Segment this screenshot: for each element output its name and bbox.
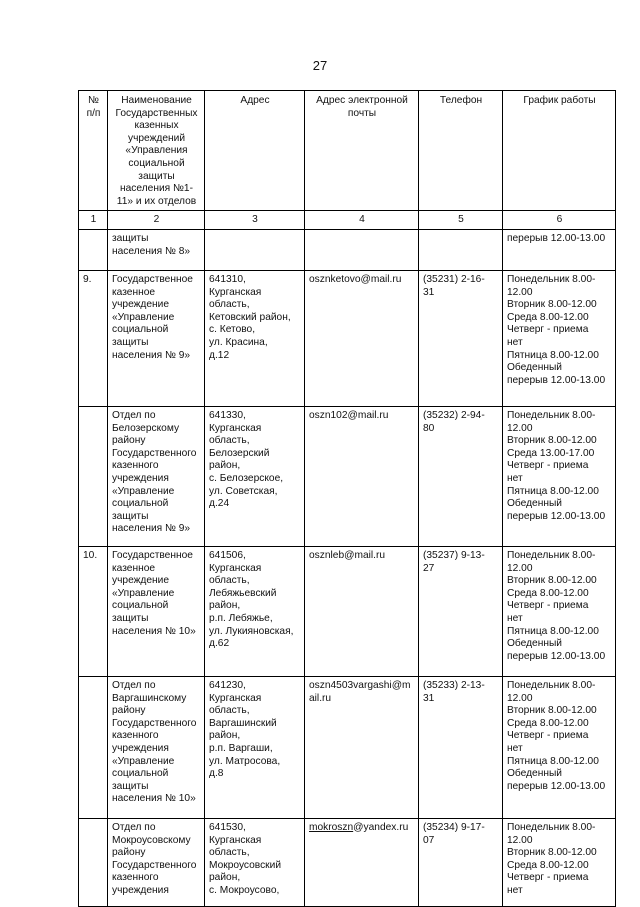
address-line: Лебяжьевский — [209, 587, 277, 599]
name-line: Варгашинскому — [112, 692, 187, 704]
schedule-line: Четверг - приема — [507, 460, 589, 472]
table-row — [79, 229, 616, 270]
name-line: казенного — [112, 460, 159, 472]
schedule-line: Обеденный — [507, 768, 562, 780]
institution-schedule — [503, 818, 616, 906]
address-line: Белозерский — [209, 447, 270, 459]
institution-schedule — [503, 406, 616, 546]
institution-email — [305, 546, 419, 676]
name-line: защиты — [112, 336, 149, 348]
institution-name — [108, 270, 205, 406]
name-line: району — [112, 705, 146, 717]
name-line: «Управление — [112, 485, 175, 497]
institution-phone — [419, 406, 503, 546]
name-line: казенное — [112, 286, 156, 298]
header-phone: Телефон — [419, 91, 503, 211]
schedule-line: Пятница 8.00-12.00 — [507, 625, 599, 637]
institution-name — [108, 676, 205, 818]
name-line: учреждения — [112, 742, 169, 754]
institution-address — [205, 229, 305, 270]
row-number: 10. — [79, 546, 108, 676]
schedule-line: Понедельник 8.00- — [507, 409, 596, 421]
phone-line: 80 — [423, 422, 435, 434]
schedule-line: Четверг - приема — [507, 600, 589, 612]
name-line: учреждения — [112, 472, 169, 484]
page-number: 27 — [312, 58, 328, 73]
phone-line: 31 — [423, 692, 435, 704]
institution-address — [205, 406, 305, 546]
institution-email — [305, 270, 419, 406]
column-index-row — [79, 211, 616, 230]
schedule-line: Понедельник 8.00- — [507, 549, 596, 561]
email-text: mokroszn@yandex.ru — [309, 821, 409, 833]
address-line: д.8 — [209, 768, 224, 780]
name-line: Отдел по — [112, 821, 156, 833]
name-line: учреждения — [112, 884, 169, 896]
institution-email — [305, 818, 419, 906]
name-line: населения № 10» — [112, 793, 196, 805]
row-number: 9. — [79, 270, 108, 406]
name-line: учреждение — [112, 299, 170, 311]
institution-schedule — [503, 676, 616, 818]
institution-name — [108, 546, 205, 676]
address-line: Курганская — [209, 692, 262, 704]
header-num: № п/п — [79, 91, 108, 211]
institution-schedule — [503, 229, 616, 270]
address-line: область, — [209, 575, 250, 587]
schedule-line: Пятница 8.00-12.00 — [507, 755, 599, 767]
address-line: р.п. Лебяжье, — [209, 612, 273, 624]
address-line: Варгашинский — [209, 717, 277, 729]
address-line: д.12 — [209, 349, 230, 361]
schedule-line: Пятница 8.00-12.00 — [507, 485, 599, 497]
name-line: населения № 9» — [112, 523, 191, 535]
institutions-table — [78, 90, 616, 907]
address-line: область, — [209, 299, 250, 311]
schedule-line: Среда 8.00-12.00 — [507, 859, 589, 871]
phone-line: (35237) 9-13- — [423, 549, 485, 561]
name-line: социальной — [112, 498, 169, 510]
address-line: Курганская — [209, 286, 262, 298]
address-line: 641530, — [209, 821, 246, 833]
name-line: Государственного — [112, 447, 197, 459]
row-number — [79, 229, 108, 270]
schedule-line: перерыв 12.00-13.00 — [507, 650, 606, 662]
address-line: с. Мокроусово, — [209, 884, 280, 896]
address-line: район, — [209, 600, 241, 612]
schedule-line: перерыв 12.00-13.00 — [507, 510, 606, 522]
phone-line: 27 — [423, 562, 435, 574]
institution-address — [205, 270, 305, 406]
name-line: социальной — [112, 324, 169, 336]
row-number — [79, 406, 108, 546]
schedule-line: Обеденный — [507, 638, 562, 650]
header-name: Наименование Государственных казенных учреждений «Управления социальной защиты населения №1-11» и их отделов — [108, 91, 205, 211]
table-header-row — [79, 91, 616, 211]
name-line: Мокроусовскому — [112, 834, 191, 846]
institution-phone — [419, 546, 503, 676]
address-line: Курганская — [209, 422, 262, 434]
table-row — [79, 546, 616, 676]
schedule-line: перерыв 12.00-13.00 — [507, 374, 606, 386]
name-line: Государственное — [112, 549, 193, 561]
schedule-line: 12.00 — [507, 562, 533, 574]
name-line: «Управление — [112, 755, 175, 767]
name-line: казенное — [112, 562, 156, 574]
name-line: району — [112, 435, 146, 447]
address-line: ул. Матросова, — [209, 755, 281, 767]
schedule-line: Среда 13.00-17.00 — [507, 447, 595, 459]
email-text: oszn102@mail.ru — [309, 409, 389, 421]
schedule-line: Вторник 8.00-12.00 — [507, 435, 597, 447]
address-line: Курганская — [209, 562, 262, 574]
name-line: защиты — [112, 780, 149, 792]
name-line: району — [112, 847, 146, 859]
name-line: населения № 10» — [112, 625, 196, 637]
name-line: Государственного — [112, 717, 197, 729]
address-line: 641330, — [209, 409, 246, 421]
table-row — [79, 676, 616, 818]
phone-line: (35231) 2-16- — [423, 273, 485, 285]
name-line: населения № 9» — [112, 349, 191, 361]
schedule-line: Вторник 8.00-12.00 — [507, 575, 597, 587]
schedule-line: Понедельник 8.00- — [507, 273, 596, 285]
schedule-line: Обеденный — [507, 498, 562, 510]
schedule-line: перерыв 12.00-13.00 — [507, 780, 606, 792]
schedule-line: Четверг - приема — [507, 872, 589, 884]
name-line: защиты — [112, 510, 149, 522]
address-line: район, — [209, 730, 241, 742]
name-line: «Управление — [112, 587, 175, 599]
phone-line: (35232) 2-94- — [423, 409, 485, 421]
address-line: д.24 — [209, 498, 230, 510]
institution-name — [108, 229, 205, 270]
column-index: 6 — [503, 211, 616, 230]
column-index: 1 — [79, 211, 108, 230]
institution-name — [108, 406, 205, 546]
table-body — [79, 229, 616, 906]
name-line: «Управление — [112, 311, 175, 323]
address-line: область, — [209, 847, 250, 859]
schedule-line: нет — [507, 742, 523, 754]
address-line: с. Кетово, — [209, 324, 256, 336]
address-line: область, — [209, 435, 250, 447]
schedule-line: Среда 8.00-12.00 — [507, 311, 589, 323]
header-email: Адрес электронной почты — [305, 91, 419, 211]
schedule-line: нет — [507, 884, 523, 896]
table-row — [79, 270, 616, 406]
institution-schedule — [503, 546, 616, 676]
institution-phone — [419, 676, 503, 818]
schedule-line: 12.00 — [507, 834, 533, 846]
address-line: д.62 — [209, 638, 230, 650]
schedule-line: Обеденный — [507, 362, 562, 374]
row-number — [79, 818, 108, 906]
institution-phone — [419, 270, 503, 406]
address-line: Мокроусовский — [209, 859, 282, 871]
address-line: район, — [209, 872, 241, 884]
schedule-line: нет — [507, 472, 523, 484]
name-line: Государственного — [112, 859, 197, 871]
address-line: область, — [209, 705, 250, 717]
institution-email — [305, 676, 419, 818]
name-line: казенного — [112, 872, 159, 884]
table-row — [79, 818, 616, 906]
schedule-line: Вторник 8.00-12.00 — [507, 705, 597, 717]
name-line: Государственное — [112, 273, 193, 285]
phone-line: 07 — [423, 834, 435, 846]
header-address: Адрес — [205, 91, 305, 211]
schedule-line: Четверг - приема — [507, 730, 589, 742]
institution-email — [305, 229, 419, 270]
schedule-line: Среда 8.00-12.00 — [507, 717, 589, 729]
schedule-line: нет — [507, 336, 523, 348]
header-schedule: График работы — [503, 91, 616, 211]
institution-address — [205, 818, 305, 906]
phone-line: (35233) 2-13- — [423, 679, 485, 691]
address-line: 641310, — [209, 273, 246, 285]
name-line: населения № 8» — [112, 245, 191, 257]
column-index: 3 — [205, 211, 305, 230]
phone-line: (35234) 9-17- — [423, 821, 485, 833]
column-index: 5 — [419, 211, 503, 230]
table-row — [79, 406, 616, 546]
name-line: Отдел по — [112, 409, 156, 421]
phone-line: 31 — [423, 286, 435, 298]
schedule-line: Четверг - приема — [507, 324, 589, 336]
schedule-line: Вторник 8.00-12.00 — [507, 299, 597, 311]
institution-address — [205, 546, 305, 676]
schedule-line: Понедельник 8.00- — [507, 821, 596, 833]
address-line: ул. Советская, — [209, 485, 278, 497]
schedule-line: Понедельник 8.00- — [507, 679, 596, 691]
schedule-line: Среда 8.00-12.00 — [507, 587, 589, 599]
address-line: 641506, — [209, 549, 246, 561]
institution-phone — [419, 229, 503, 270]
email-text: oszn4503vargashi@mail.ru — [309, 679, 411, 704]
name-line: защиты — [112, 612, 149, 624]
address-line: 641230, — [209, 679, 246, 691]
schedule-line: 12.00 — [507, 692, 533, 704]
schedule-line: нет — [507, 612, 523, 624]
email-text: osznketovo@mail.ru — [309, 273, 402, 285]
address-line: Кетовский район, — [209, 311, 291, 323]
name-line: защиты — [112, 232, 149, 244]
institution-phone — [419, 818, 503, 906]
address-line: р.п. Варгаши, — [209, 742, 273, 754]
address-line: ул. Лукияновская, — [209, 625, 294, 637]
column-index: 2 — [108, 211, 205, 230]
address-line: Курганская — [209, 834, 262, 846]
row-number — [79, 676, 108, 818]
institution-name — [108, 818, 205, 906]
institution-schedule — [503, 270, 616, 406]
name-line: социальной — [112, 768, 169, 780]
schedule-line: 12.00 — [507, 286, 533, 298]
name-line: социальной — [112, 600, 169, 612]
name-line: казенного — [112, 730, 159, 742]
schedule-line: 12.00 — [507, 422, 533, 434]
schedule-line: Пятница 8.00-12.00 — [507, 349, 599, 361]
schedule-line: перерыв 12.00-13.00 — [507, 232, 606, 244]
institution-address — [205, 676, 305, 818]
column-index: 4 — [305, 211, 419, 230]
address-line: с. Белозерское, — [209, 472, 284, 484]
name-line: Белозерскому — [112, 422, 180, 434]
name-line: Отдел по — [112, 679, 156, 691]
address-line: ул. Красина, — [209, 336, 268, 348]
institution-email — [305, 406, 419, 546]
schedule-line: Вторник 8.00-12.00 — [507, 847, 597, 859]
email-text: osznleb@mail.ru — [309, 549, 386, 561]
name-line: учреждение — [112, 575, 170, 587]
address-line: район, — [209, 460, 241, 472]
